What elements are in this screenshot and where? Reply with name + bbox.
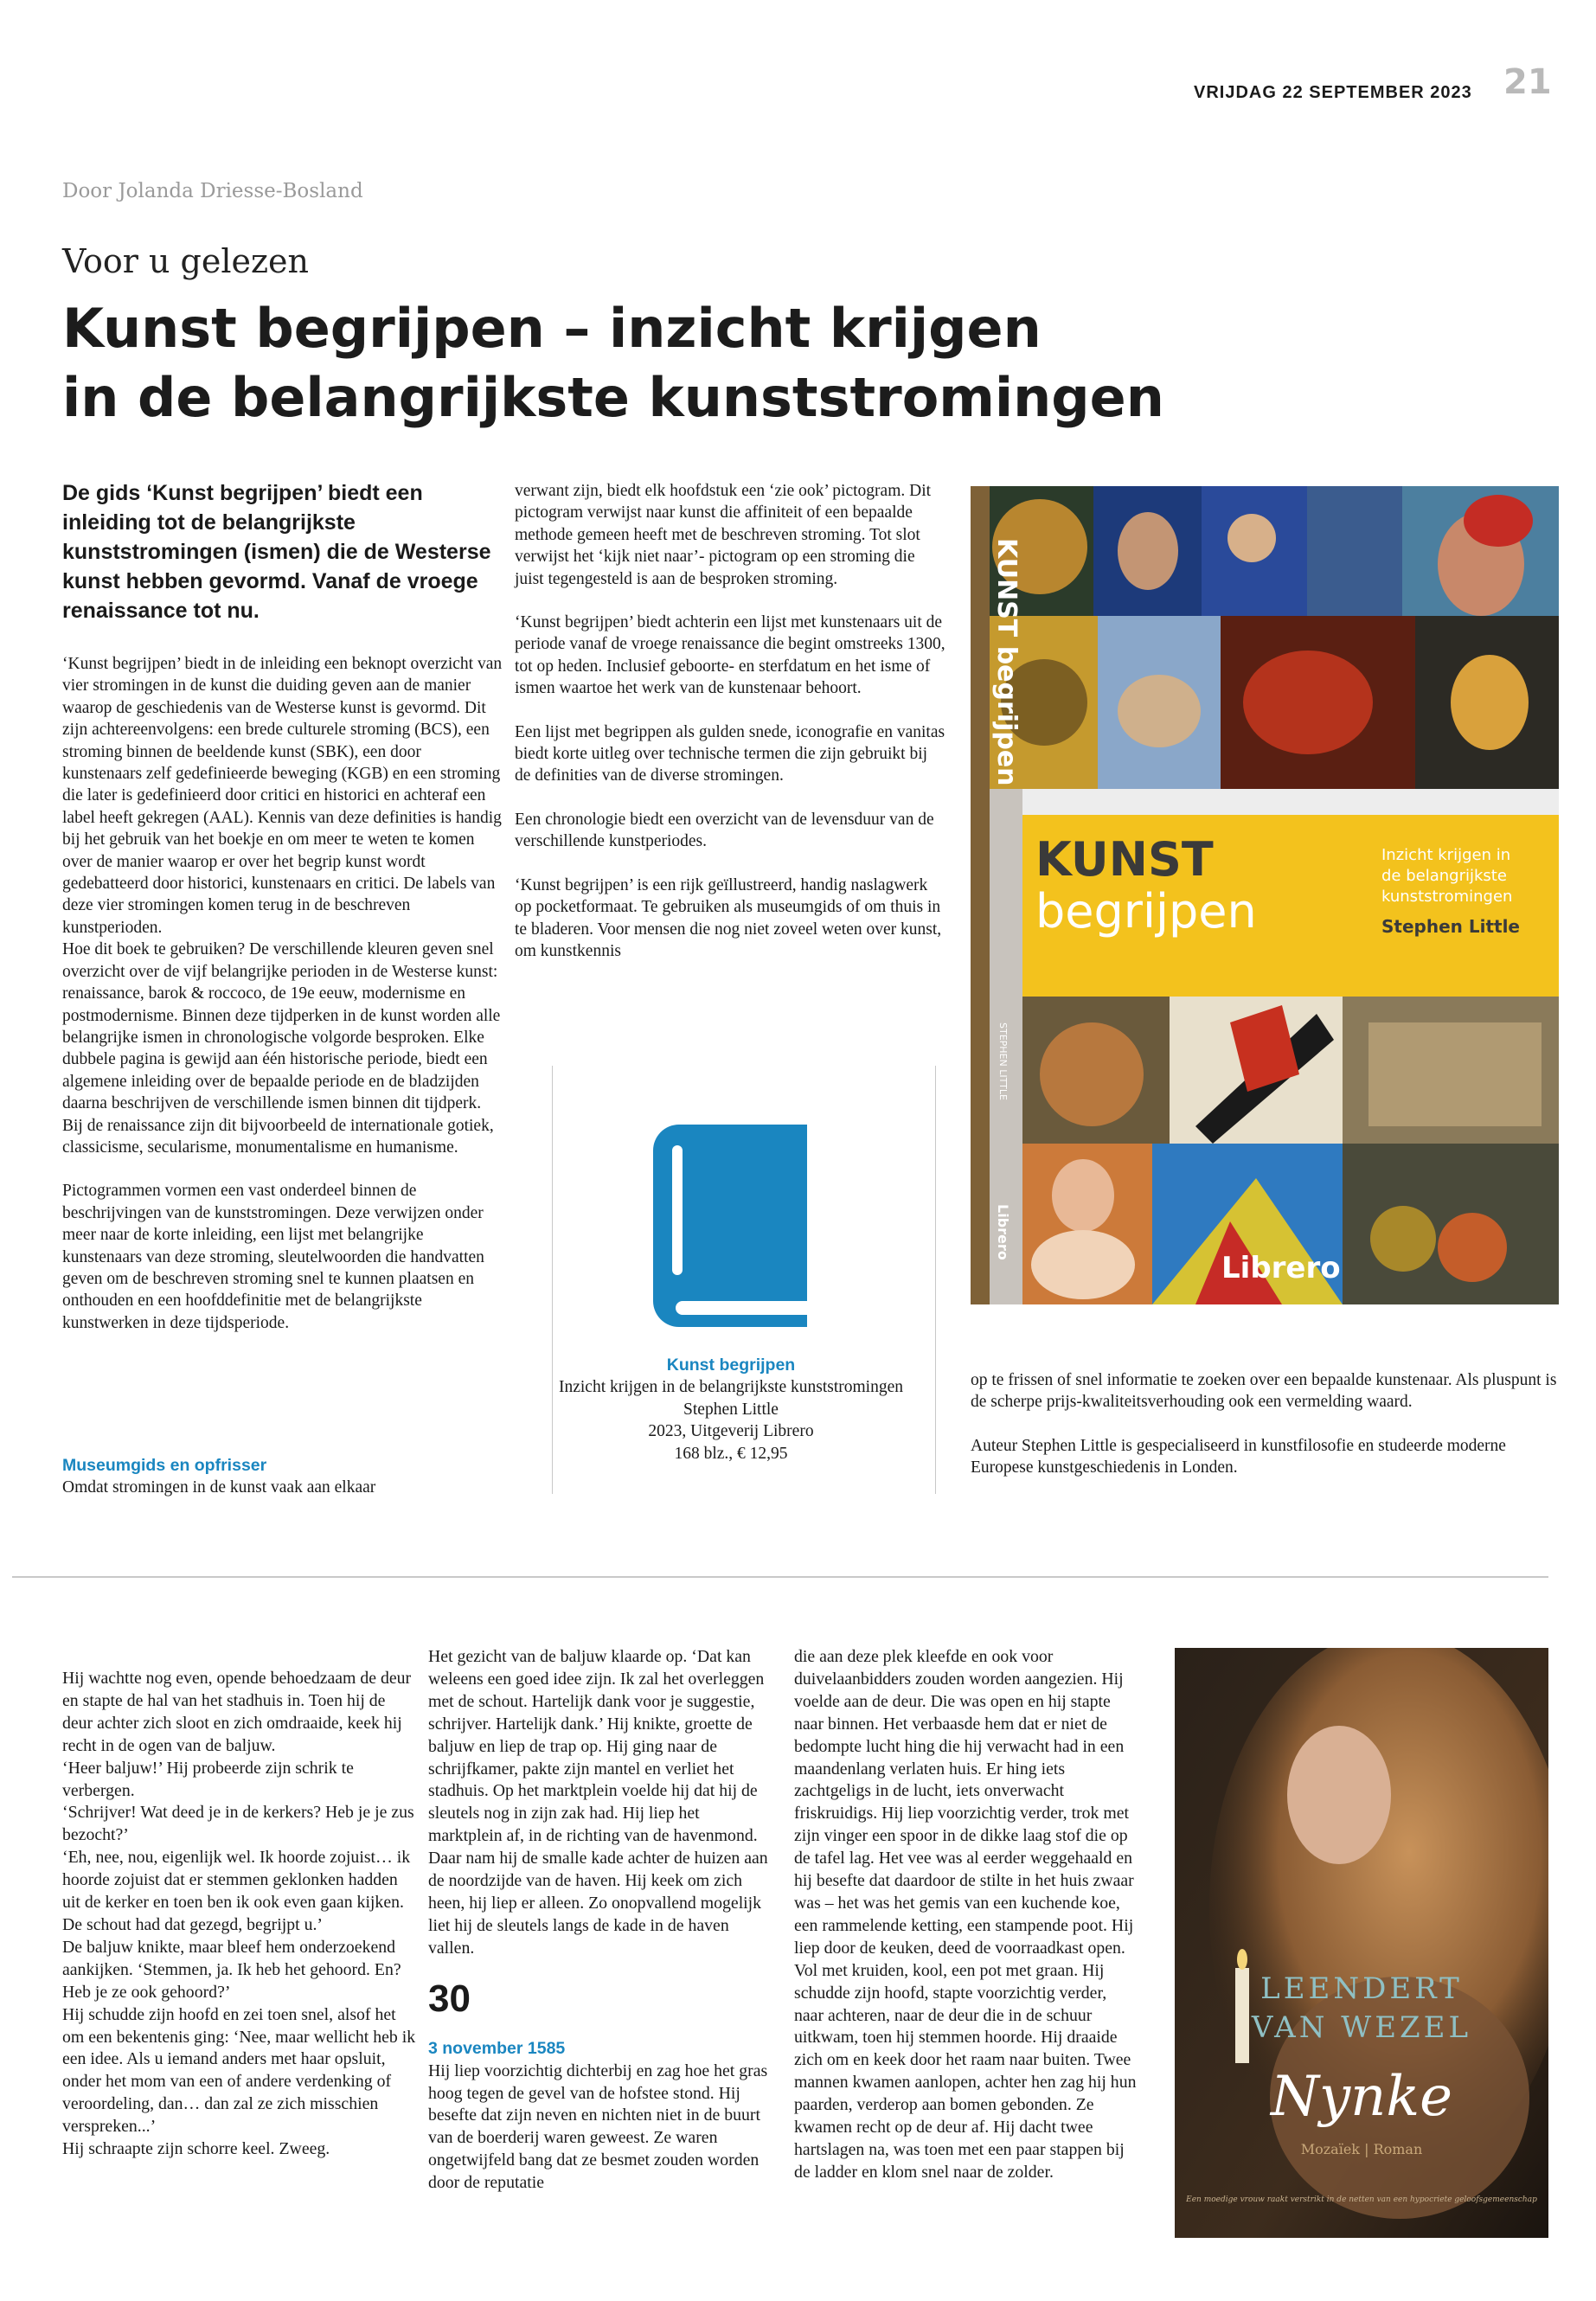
paragraph: op te frissen of snel informatie te zoeken over een bepaalde kunstenaar. Als pluspunt is de scherpe prijs-kwaliteitsverhouding ook een vermelding waard. xyxy=(971,1371,1557,1412)
article-column-1 xyxy=(62,653,503,1356)
paragraph: Pictogrammen vormen een vast onderdeel binnen de beschrijvingen van de kunststromingen. Deze verwijzen onder meer naar de korte inleiding, een lijst met belangrijke kunstenaars van deze stroming, sleutelwoorden die handvatten geven om de beschreven stroming snel te kunnen plaatsen en onthouden en een hoofddefinitie met de belangrijkste kunstwerken in deze tijdsperiode. xyxy=(62,1182,484,1332)
serial-paragraph: Het gezicht van de baljuw klaarde op. ‘Dat kan weleens een goed idee zijn. Ik zal het overleggen met de schout. Hartelijk dank voor je suggestie, schrijver. Hartelijk dank.’ Hij knikte, groette de baljuw en liep de trap op. Hij ging naar de schrijfkamer, pakte zijn mantel en verliet het stadhuis. Op het marktplein voelde hij dat hij de sleutels nog in zijn zak had. Hij liep het marktplein af, in de richting van de havenmond. Daar nam hij de smalle kade achter de huizen aan de noordzijde van de haven. Hij keek om zich heen, hij liep er alleen. Zo onopvallend mogelijk liet hij de sleutels langs de kade in de haven vallen. xyxy=(428,1647,768,1958)
novel-author-line-2: VAN WEZEL xyxy=(1251,2010,1472,2045)
book-info-publisher: 2023, Uitgeverij Librero xyxy=(648,1422,814,1441)
chapter-number: 30 xyxy=(428,1977,471,2020)
infobox-left-rule xyxy=(552,1066,553,1494)
cover-subtitle-1: Inzicht krijgen in xyxy=(1381,846,1511,864)
book-icon xyxy=(653,1125,807,1327)
serial-paragraph: ‘Eh, nee, nou, eigenlijk wel. Ik hoorde zojuist… ik hoorde zojuist dat er stemmen geklonken hadden uit de kerker en toen ben ik ook even gaan kijken. De schout had dat gezegd, begrijpt u.’ xyxy=(62,1848,411,1934)
cover-author: Stephen Little xyxy=(1381,916,1520,937)
book-info-author: Stephen Little xyxy=(683,1400,779,1419)
article-column-3 xyxy=(971,1369,1559,1501)
novel-cover-image xyxy=(1175,1648,1548,2238)
book-info xyxy=(554,1355,908,1465)
chapter-date: 3 november 1585 xyxy=(428,2038,566,2058)
book-info-pages-price: 168 blz., € 12,95 xyxy=(674,1444,788,1463)
infobox-right-rule xyxy=(935,1066,936,1494)
paragraph: verwant zijn, biedt elk hoofdstuk een ‘zie ook’ pictogram. Dit pictogram verwijst naar kunst die affiniteit of een bepaalde methode gemeen heeft met de beschreven stroming. Tot slot verwijst het ‘kijk niet naar’- pictogram op een stroming die juist tegengesteld is aan de besproken stroming. xyxy=(515,482,932,588)
serial-paragraph: Hij schraapte zijn schorre keel. Zweeg. xyxy=(62,2139,330,2159)
cover-subtitle-3: kunststromingen xyxy=(1381,888,1513,906)
book-info-subtitle: Inzicht krijgen in de belangrijkste kunststromingen xyxy=(558,1378,904,1397)
novel-title: Nynke xyxy=(1270,2065,1453,2129)
section-kicker: Voor u gelezen xyxy=(62,242,309,280)
novel-author-line-1: LEENDERT xyxy=(1260,1971,1463,2006)
paragraph: ‘Kunst begrijpen’ biedt achterin een lijst met kunstenaars uit de periode vanaf de vroege renaissance die begint omstreeks 1300, tot op heden. Inclusief geboorte- en sterfdatum en het isme of ismen waartoe het werk van de kunstenaar behoort. xyxy=(515,613,945,698)
headline-line-2: in de belangrijkste kunststromingen xyxy=(62,366,1164,429)
subheading: Museumgids en opfrisser xyxy=(62,1456,267,1475)
paragraph: ‘Kunst begrijpen’ is een rijk geïllustreerd, handig naslagwerk op pocketformaat. Te gebruiken als museumgids of om thuis in te bladeren. Voor mensen die nog niet zoveel weten over kunst, om kunstkennis xyxy=(515,875,942,960)
paragraph: ‘Kunst begrijpen’ biedt in de inleiding een beknopt overzicht van vier stromingen in de kunst die duiding geven aan de manier waarop de geschiedenis van de Westerse kunst is gevormd. Dit zijn achtereenvolgens: een brede culturele stroming (BCS), een stroming binnen de beeldende kunst (SBK), een door kunstenaars zelf gedefinieerde beweging (KGB) en een stroming die later is gedefinieerd door critici en historici en achteraf een label heeft gekregen (AAL). Kennis van deze definities is handig bij het gebruik van het boekje en om meer te weten te komen over de manier waarop er over het begrip kunst wordt gedebatteerd door historici, kunstenaars en critici. De labels van deze vier stromingen komen terug in de beschreven kunstperioden. xyxy=(62,655,503,937)
novel-tagline: Een moedige vrouw raakt verstrikt in de netten van een hypocriete geloofsgemeenschap xyxy=(1186,2195,1537,2204)
section-divider xyxy=(12,1576,1548,1578)
cover-title-2: begrijpen xyxy=(1035,884,1257,939)
serial-paragraph: De baljuw knikte, maar bleef hem onderzoekend aankijken. ‘Stemmen, ja. Ik heb het gehoord. En? Heb je ze ook gehoord?’ xyxy=(62,1937,401,2002)
cover-publisher: Librero xyxy=(1221,1251,1341,1285)
cover-title-1: KUNST xyxy=(1035,832,1214,887)
headline xyxy=(62,294,1360,433)
paragraph: Hoe dit boek te gebruiken? De verschillende kleuren geven snel overzicht over de vijf belangrijke perioden in de Westerse kunst: renaissance, barok & roccoco, de 19e eeuw, modernisme en postmodernisme. Binnen deze tijdperken in de kunst worden alle belangrijke ismen in chronologische volgorde besproken. Elke dubbele pagina is gewijd aan één historische periode, biedt een algemene inleiding over de bepaalde periode en de bladzijden daarna beschrijven de verschillende ismen binnen dit tijdperk. Bij de renaissance zijn dit bijvoorbeeld de internationale gotiek, classicisme, secularisme, monumentalisme en humanisme. xyxy=(62,940,501,1157)
serial-column-3 xyxy=(794,1646,1140,2184)
serial-paragraph: Hij wachtte nog even, opende behoedzaam de deur en stapte de hal van het stadhuis in. Toen hij de deur achter zich sloot en zich omdraaide, keek hij recht in de ogen van de baljuw. xyxy=(62,1669,412,1755)
serial-column-2 xyxy=(428,1646,774,2195)
serial-paragraph: ‘Heer baljuw!’ Hij probeerde zijn schrik te verbergen. xyxy=(62,1758,354,1800)
lead-paragraph: De gids ‘Kunst begrijpen’ biedt een inleiding tot de belangrijkste kunststromingen (ismen) die de Westerse kunst hebben gevormd. Vanaf de vroege renaissance tot nu. xyxy=(62,481,491,623)
spine-title: KUNST begrijpen xyxy=(991,538,1022,786)
article-column-1-end xyxy=(62,1455,503,1499)
book-cover-image xyxy=(971,486,1559,1304)
serial-paragraph: ‘Schrijver! Wat deed je in de kerkers? Heb je je zus bezocht?’ xyxy=(62,1803,414,1845)
paragraph: Omdat stromingen in de kunst vaak aan elkaar xyxy=(62,1478,376,1497)
spine-author: STEPHEN LITTLE xyxy=(997,1022,1009,1100)
paragraph: Auteur Stephen Little is gespecialiseerd in kunstfilosofie en studeerde moderne Europese kunstgeschiedenis in Londen. xyxy=(971,1436,1506,1477)
book-info-title: Kunst begrijpen xyxy=(666,1356,796,1375)
serial-paragraph: Hij liep voorzichtig dichterbij en zag hoe het gras hoog tegen de gevel van de hofstee stond. Hij besefte dat zijn neven en nichten niet in de buurt van de boerderij waren geweest. Ze waren ongetwijfeld bang dat ze besmet zouden worden door de reputatie xyxy=(428,2061,768,2193)
page-number: 21 xyxy=(1503,62,1552,102)
serial-paragraph: Hij schudde zijn hoofd en zei toen snel, alsof het om een bekentenis ging: ‘Nee, maar wellicht heb ik een idee. Als u iemand anders met haar opsluit, onder het mom van een of andere verdenking of veroordeling, dan… dan zal ze zich misschien verspreken...’ xyxy=(62,2004,416,2137)
cover-subtitle-2: de belangrijkste xyxy=(1381,867,1507,885)
serial-column-1 xyxy=(62,1668,417,2161)
headline-line-1: Kunst begrijpen – inzicht krijgen xyxy=(62,297,1042,360)
article-column-2 xyxy=(515,480,947,984)
novel-imprint: Mozaïek | Roman xyxy=(1300,2141,1423,2157)
paragraph: Een chronologie biedt een overzicht van de levensduur van de verschillende kunstperiodes. xyxy=(515,810,934,851)
paragraph: Een lijst met begrippen als gulden snede, iconografie en vanitas biedt korte uitleg over technische termen die zijn gebruikt bij de definities van de diverse stromingen. xyxy=(515,722,945,785)
issue-date: VRIJDAG 22 SEPTEMBER 2023 xyxy=(1194,83,1472,102)
spine-publisher: Librero xyxy=(995,1204,1011,1260)
serial-paragraph: die aan deze plek kleefde en ook voor duivelaanbidders zouden worden aangezien. Hij voelde aan de deur. Die was open en hij stapte naar binnen. Het verbaasde hem dat er niet de bedompte lucht hing die hij verwacht had in een maandenlang verlaten huis. Er hing iets zachtgeligs in de lucht, iets onverwacht friskruidigs. Hij liep voorzichtig verder, trok met zijn vinger een spoor in de dikke laag stof die op de tafel lag. Het vee was al eerder weggehaald en hij besefte dat daardoor de stilte in het huis zwaar was – het was het gemis van een kuchende koe, een rammelende ketting, een stampende poot. Hij liep door de keuken, deed de voorraadkast open. Vol met kruiden, kool, een pot met graan. Hij schudde zijn hoofd, stapte voorzichtig verder, naar achteren, naar de deur die in de schuur uitkwam, toen hij stemmen hoorde. Hij draaide zich om en keek door het raam naar buiten. Twee mannen kwamen aanlopen, achter hen zag hij hun paarden, verderop aan bomen gebonden. Ze kwamen recht op de deur af. Hij dacht twee hartslagen na, was toen met een paar stappen bij de ladder en klom snel naar de zolder. xyxy=(794,1647,1137,2182)
byline: Door Jolanda Driesse-Bosland xyxy=(62,180,363,202)
